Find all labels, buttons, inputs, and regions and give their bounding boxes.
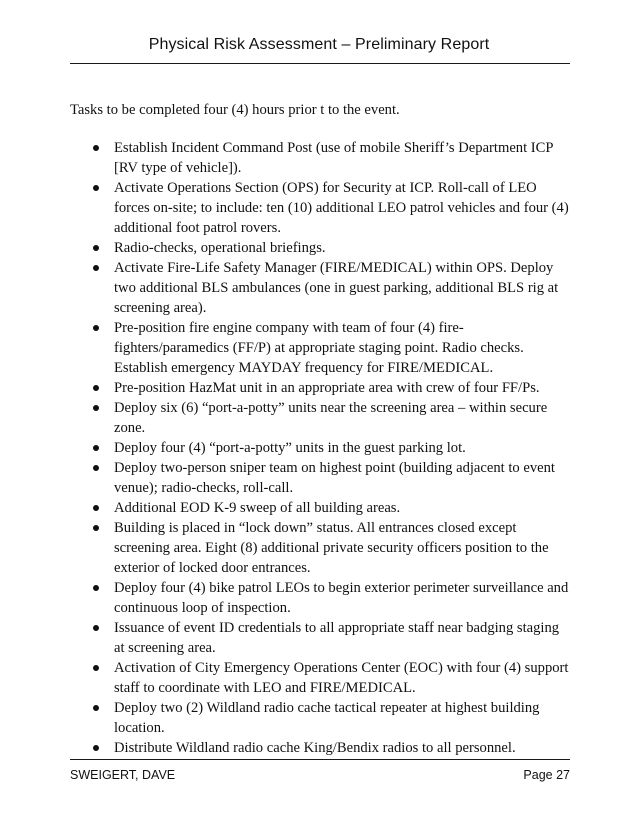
bullet-icon: [93, 745, 99, 751]
list-item: [70, 138, 570, 178]
footer-author: SWEIGERT, DAVE: [70, 768, 176, 782]
list-item: [70, 378, 570, 398]
list-item-text: Deploy two (2) Wildland radio cache tactical repeater at highest building location.: [114, 700, 540, 736]
list-item: [70, 398, 570, 438]
list-item-text: Deploy four (4) “port-a-potty” units in the guest parking lot.: [114, 440, 466, 456]
list-item: [70, 438, 570, 458]
list-item-text: Deploy two-person sniper team on highest point (building adjacent to event venue); radio-checks, roll-call.: [114, 460, 555, 496]
bullet-icon: [93, 185, 99, 191]
list-item: [70, 318, 570, 378]
list-item-text: Pre-position HazMat unit in an appropriate area with crew of four FF/Ps.: [114, 380, 540, 396]
list-item-text: Additional EOD K-9 sweep of all building areas.: [114, 500, 401, 516]
list-item: [70, 618, 570, 658]
page-header-title: Physical Risk Assessment – Preliminary Report: [148, 36, 490, 53]
list-item-text: Activation of City Emergency Operations Center (EOC) with four (4) support staff to coordinate with LEO and FIRE/MEDICAL.: [114, 660, 569, 696]
list-item-text: Building is placed in “lock down” status. All entrances closed except screening area. Eight (8) additional private security officers position to the exterior of locked door entrances.: [114, 520, 549, 576]
footer-divider: [70, 759, 570, 760]
list-item-text: Distribute Wildland radio cache King/Bendix radios to all personnel.: [114, 740, 516, 756]
bullet-icon: [93, 245, 99, 251]
list-item: [70, 498, 570, 518]
list-item-text: Establish Incident Command Post (use of mobile Sheriff’s Department ICP [RV type of vehicle]).: [114, 140, 553, 176]
list-item: [70, 518, 570, 578]
list-item: [70, 238, 570, 258]
list-item: [70, 738, 570, 758]
list-item-text: Issuance of event ID credentials to all appropriate staff near badging staging at screening area.: [114, 620, 560, 656]
list-item: [70, 458, 570, 498]
list-item: [70, 658, 570, 698]
bullet-icon: [93, 405, 99, 411]
list-item: [70, 698, 570, 738]
list-item: [70, 178, 570, 238]
footer-page-number: Page 27: [523, 768, 570, 782]
bullet-icon: [93, 625, 99, 631]
bullet-icon: [93, 385, 99, 391]
list-item-text: Pre-position fire engine company with team of four (4) fire-fighters/paramedics (FF/P) at appropriate staging point. Radio checks. Establish emergency MAYDAY frequency for FIRE/MEDICAL.: [114, 320, 524, 376]
list-item: [70, 578, 570, 618]
list-item-text: Radio-checks, operational briefings.: [114, 240, 326, 256]
bullet-icon: [93, 265, 99, 271]
bullet-icon: [93, 465, 99, 471]
list-item: [70, 258, 570, 318]
bullet-icon: [93, 525, 99, 531]
bullet-icon: [93, 665, 99, 671]
bullet-icon: [93, 585, 99, 591]
bullet-icon: [93, 705, 99, 711]
list-item-text: Deploy four (4) bike patrol LEOs to begin exterior perimeter surveillance and continuous loop of inspection.: [114, 580, 569, 616]
bullet-icon: [93, 325, 99, 331]
bullet-icon: [93, 445, 99, 451]
list-item-text: Activate Operations Section (OPS) for Security at ICP. Roll-call of LEO forces on-site; to include: ten (10) additional LEO patrol vehicles and four (4) additional foot patrol rovers.: [114, 180, 569, 236]
intro-paragraph: Tasks to be completed four (4) hours prior t to the event.: [70, 102, 400, 118]
task-list: [70, 138, 570, 758]
list-item-text: Activate Fire-Life Safety Manager (FIRE/MEDICAL) within OPS. Deploy two additional BLS ambulances (one in guest parking, additional BLS rig at screening area).: [114, 260, 559, 316]
bullet-icon: [93, 145, 99, 151]
list-item-text: Deploy six (6) “port-a-potty” units near the screening area – within secure zone.: [114, 400, 548, 436]
bullet-icon: [93, 505, 99, 511]
header-divider: [70, 63, 570, 64]
